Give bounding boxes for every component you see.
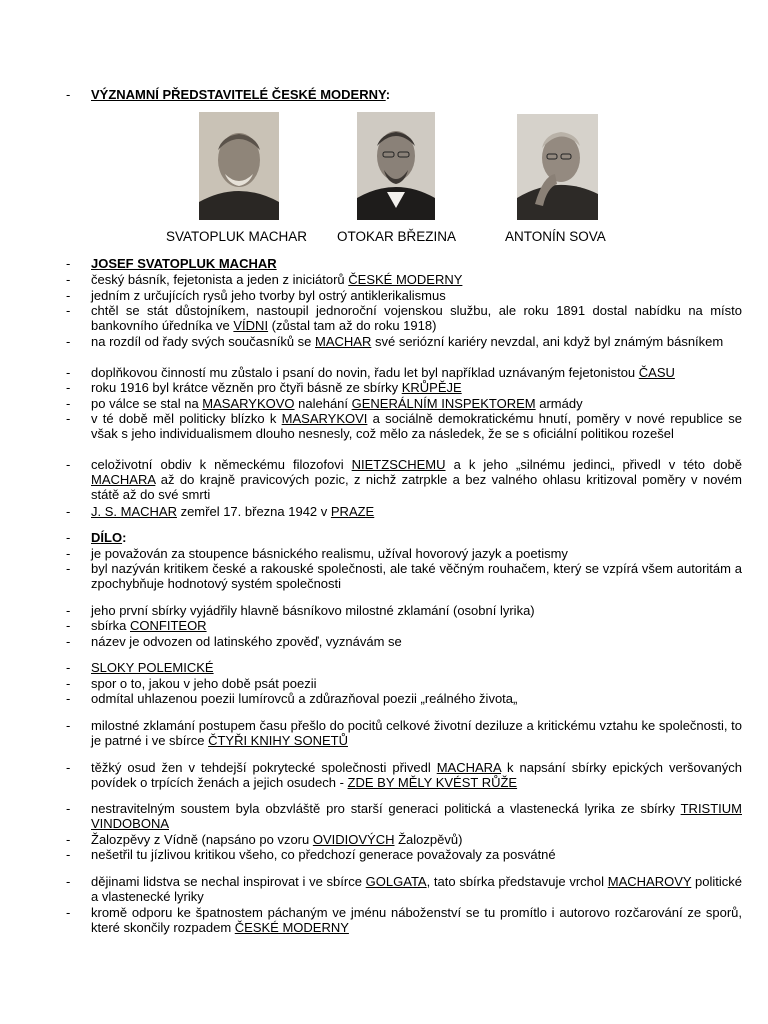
portrait-brezina xyxy=(357,112,435,220)
list-item: - kromě odporu ke špatnostem páchaným ve jménu náboženství se tu promítlo i autorovo rozčarování ze sporů, které skončily rozpadem ČESKÉ MODERNY xyxy=(66,905,742,935)
bullet-dash: - xyxy=(66,256,71,271)
list-item: - po válce se stal na MASARYKOVO nalehání GENERÁLNÍM INSPEKTOREM armády xyxy=(66,396,583,411)
list-item: - celoživotní obdiv k německému filozofovi NIETZSCHEMU a k jeho „silnému jedinci„ přivedl v této době MACHARA až do krajně pravicových pozic, z nichž zatrpkle a bez valného ohlasu kritizoval poměry v novém státě až do své smrti xyxy=(66,457,742,502)
list-item: - český básník, fejetonista a jeden z iniciátorů ČESKÉ MODERNY xyxy=(66,272,463,287)
bullet-dash: - xyxy=(66,87,71,102)
section-title-row: - DÍLO: xyxy=(66,530,127,545)
portrait-machar xyxy=(199,112,279,220)
caption-sova: ANTONÍN SOVA xyxy=(505,229,606,244)
list-item: - byl nazýván kritikem české a rakouské společnosti, ale také věčným rouhačem, který se vzpírá všem autoritám a zpochybňuje hodnotový systém společnosti xyxy=(66,561,742,591)
list-item: - spor o to, jakou v jeho době psát poezii xyxy=(66,676,317,691)
caption-brezina: OTOKAR BŘEZINA xyxy=(337,229,457,244)
page-heading: VÝZNAMNÍ PŘEDSTAVITELÉ ČESKÉ MODERNY xyxy=(91,87,386,102)
list-item: - doplňkovou činností mu zůstalo i psaní do novin, řadu let byl například uznávaným fejetonistou ČASU xyxy=(66,365,675,380)
list-item: - v té době měl politicky blízko k MASARYKOVI a sociálně demokratickému hnutí, poměry v nové republice se však s jeho individualismem dlouho nesnesly, což mělo za následek, že se s oficiální politikou rozešel xyxy=(66,411,742,441)
list-item: - roku 1916 byl krátce vězněn pro čtyři básně ze sbírky KRŮPĚJE xyxy=(66,380,462,395)
list-item: - nestravitelným soustem byla obzvláště pro starší generaci politická a vlastenecká lyrika ze sbírky TRISTIUM VINDOBONA xyxy=(66,801,742,831)
list-item: - Žalozpěvy z Vídně (napsáno po vzoru OVIDIOVÝCH Žalozpěvů) xyxy=(66,832,463,847)
heading-row: - VÝZNAMNÍ PŘEDSTAVITELÉ ČESKÉ MODERNY: xyxy=(66,87,391,102)
list-item: - dějinami lidstva se nechal inspirovat i ve sbírce GOLGATA, tato sbírka představuje vrchol MACHAROVY politické a vlastenecké lyriky xyxy=(66,874,742,904)
list-item: - milostné zklamání postupem času přešlo do pocitů celkové životní deziluze a kritickému vztahu ke společnosti, to je patrné i ve sbírce ČTYŘI KNIHY SONETŮ xyxy=(66,718,742,748)
list-item: - odmítal uhlazenou poezii lumírovců a zdůrazňoval poezii „reálného života„ xyxy=(66,691,518,706)
list-item: - nešetřil tu jízlivou kritikou všeho, co předchozí generace považovaly za posvátné xyxy=(66,847,556,862)
section-title-machar: JOSEF SVATOPLUK MACHAR xyxy=(91,256,277,271)
list-item: - SLOKY POLEMICKÉ xyxy=(66,660,214,675)
caption-machar: SVATOPLUK MACHAR xyxy=(166,229,308,244)
list-item: - těžký osud žen v tehdejší pokrytecké společnosti přivedl MACHARA k napsání sbírky epických veršovaných povídek o trpících ženách a jejich osudech - ZDE BY MĚLY KVÉST RŮŽE xyxy=(66,760,742,790)
list-item: - je považován za stoupence básnického realismu, užíval hovorový jazyk a poetismy xyxy=(66,546,568,561)
list-item: - jedním z určujících rysů jeho tvorby byl ostrý antiklerikalismus xyxy=(66,288,446,303)
section-title-dilo: DÍLO xyxy=(91,530,123,545)
section-title-row xyxy=(66,256,742,271)
portrait-sova xyxy=(517,114,598,220)
list-item: - jeho první sbírky vyjádřily hlavně básníkovo milostné zklamání (osobní lyrika) xyxy=(66,603,535,618)
list-item: - na rozdíl od řady svých současníků se MACHAR své seriózní kariéry nevzdal, ani když byl známým básníkem xyxy=(66,334,724,349)
list-item: - sbírka CONFITEOR xyxy=(66,618,207,633)
list-item: - chtěl se stát důstojníkem, nastoupil jednoroční vojenskou službu, ale roku 1891 dostal nabídku na místo bankovního úředníka ve VÍDNI (zůstal tam až do roku 1918) xyxy=(66,303,742,333)
list-item: - J. S. MACHAR zemřel 17. března 1942 v PRAZE xyxy=(66,504,375,519)
list-item: - název je odvozen od latinského zpověď, vyznávám se xyxy=(66,634,402,649)
